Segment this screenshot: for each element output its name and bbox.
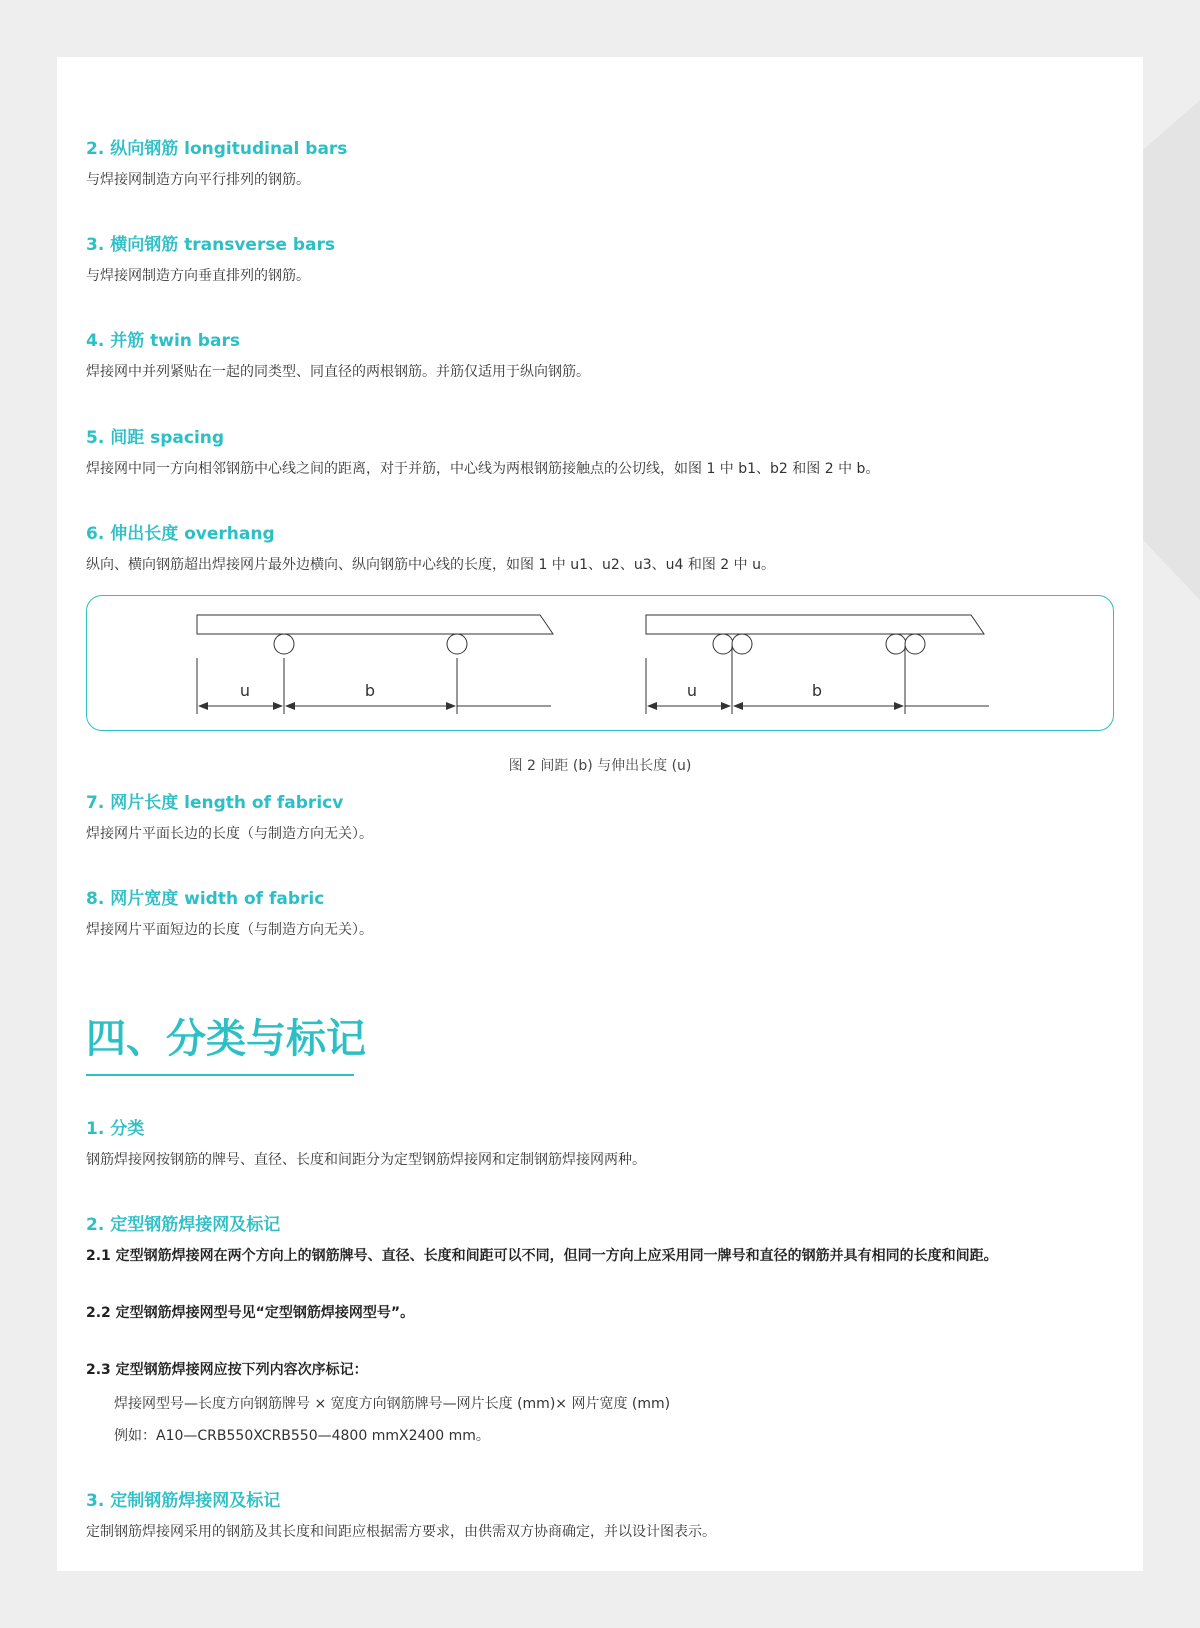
right-twin-bar-1b <box>732 634 752 654</box>
term-title-spacing: 5. 间距 spacing <box>86 428 225 448</box>
standard-fabric-title: 2. 定型钢筋焊接网及标记 <box>86 1215 281 1235</box>
standard-fabric-clause-2-3: 2.3 定型钢筋焊接网应按下列内容次序标记： <box>86 1362 368 1378</box>
left-label-b: b <box>364 681 376 700</box>
term-title-fabric-width: 8. 网片宽度 width of fabric <box>86 889 325 909</box>
right-longitudinal-bar <box>646 615 984 634</box>
term-text-twin-bars: 焊接网中并列紧贴在一起的同类型、同直径的两根钢筋。并筋仅适用于纵向钢筋。 <box>86 364 590 380</box>
right-twin-bar-1a <box>713 634 733 654</box>
figure-caption: 图 2 间距 (b) 与伸出长度 (u) <box>508 758 692 774</box>
term-title-twin-bars: 4. 并筋 twin bars <box>86 331 240 351</box>
term-text-longitudinal-bars: 与焊接网制造方向平行排列的钢筋。 <box>86 172 310 188</box>
term-title-fabric-length: 7. 网片长度 length of fabricv <box>86 793 344 813</box>
right-label-b: b <box>811 681 823 700</box>
marking-format: 焊接网型号—长度方向钢筋牌号 × 宽度方向钢筋牌号—网片长度 (mm)× 网片宽度 (mm) <box>114 1396 671 1412</box>
document-page <box>57 57 1143 1571</box>
term-text-overhang: 纵向、横向钢筋超出焊接网片最外边横向、纵向钢筋中心线的长度，如图 1 中 u1、u2、u3、u4 和图 2 中 u。 <box>86 557 775 573</box>
right-twin-bar-2b <box>905 634 925 654</box>
right-label-u: u <box>686 681 698 700</box>
classification-title: 1. 分类 <box>86 1119 145 1139</box>
left-transverse-bar-1 <box>274 634 294 654</box>
term-text-fabric-length: 焊接网片平面长边的长度（与制造方向无关）。 <box>86 826 373 842</box>
custom-fabric-text: 定制钢筋焊接网采用的钢筋及其长度和间距应根据需方要求，由供需双方协商确定，并以设计图表示。 <box>86 1524 716 1540</box>
section-heading-underline <box>86 1074 354 1076</box>
marking-example: 例如：A10—CRB550XCRB550—4800 mmX2400 mm。 <box>114 1428 490 1444</box>
term-title-longitudinal-bars: 2. 纵向钢筋 longitudinal bars <box>86 139 348 159</box>
right-twin-bar-2a <box>886 634 906 654</box>
term-text-fabric-width: 焊接网片平面短边的长度（与制造方向无关）。 <box>86 922 373 938</box>
left-transverse-bar-2 <box>447 634 467 654</box>
classification-text: 钢筋焊接网按钢筋的牌号、直径、长度和间距分为定型钢筋焊接网和定制钢筋焊接网两种。 <box>86 1152 646 1168</box>
custom-fabric-title: 3. 定制钢筋焊接网及标记 <box>86 1491 281 1511</box>
figure-spacing-overhang <box>86 595 1114 731</box>
section-heading: 四、分类与标记 <box>86 1016 366 1062</box>
standard-fabric-clause-2-1: 2.1 定型钢筋焊接网在两个方向上的钢筋牌号、直径、长度和间距可以不同，但同一方向上应采用同一牌号和直径的钢筋并具有相同的长度和间距。 <box>86 1248 998 1264</box>
term-text-spacing: 焊接网中同一方向相邻钢筋中心线之间的距离，对于并筋，中心线为两根钢筋接触点的公切线，如图 1 中 b1、b2 和图 2 中 b。 <box>86 461 880 477</box>
standard-fabric-clause-2-2: 2.2 定型钢筋焊接网型号见“定型钢筋焊接网型号”。 <box>86 1305 415 1321</box>
left-longitudinal-bar <box>197 615 553 634</box>
left-label-u: u <box>239 681 251 700</box>
term-title-overhang: 6. 伸出长度 overhang <box>86 524 275 544</box>
term-text-transverse-bars: 与焊接网制造方向垂直排列的钢筋。 <box>86 268 310 284</box>
term-title-transverse-bars: 3. 横向钢筋 transverse bars <box>86 235 336 255</box>
figure-diagram <box>87 596 1115 732</box>
